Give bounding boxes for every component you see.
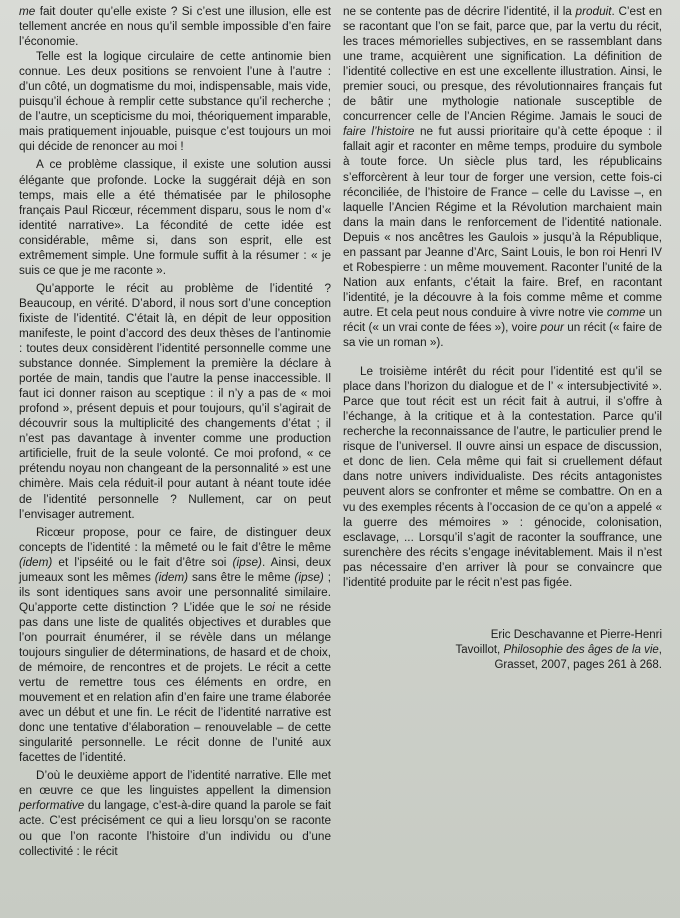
paragraph: D’où le deuxième apport de l’identité narrative. Elle met en œuvre ce que les linguistes appellent la dimension performative du langage, c’est-à-dire quand la parole se fait acte. C’est précisément ce qui a lieu lorsqu’on se raconte ou que l’on raconte l’histoire d’un individu ou d’une collectivité : le récit [19, 769, 331, 858]
paragraph: Qu’apporte le récit au problème de l’identité ? Beaucoup, en vérité. D’abord, il nous sort d’une conception fixiste de l’identité. C’était là, en dépit de leur opposition manifeste, le point d’accord des deux thèses de l’antinomie : toutes deux considèrent l’identité personnelle comme une substance donnée. Simplement la première la déclare à portée de main, tandis que l’autre la pense inaccessible. Il faut ici donner raison au sceptique : il n’y a pas de « moi profond », présent depuis et pour toujours, qu’il s’agirait de découvrir sous la multiplicité des changements d’état ; il n’est pas davantage à inventer comme une production artificielle, fruit de la seule volonté. Ce moi profond, « ce prétendu noyau non changeant de la personnalité » est une chimère. Mais cela réduit-il pour autant à néant toute idée de l’identité personnelle ? Nullement, car on peut l’envisager autrement. [19, 281, 331, 521]
credit-publisher: Grasset, 2007, pages 261 à 268. [494, 659, 662, 672]
paragraph: me fait douter qu’elle existe ? Si c’est une illusion, elle est tellement ancrée en nous qu’il semble impossible d’en faire l’économie. [19, 5, 331, 49]
credit-title: Tavoillot, Philosophie des âges de la vie, [455, 643, 662, 656]
credit-authors: Eric Deschavanne et Pierre-Henri [490, 628, 662, 641]
paragraph: Telle est la logique circulaire de cette antinomie bien connue. Les deux positions se renvoient l’une à l’autre : d’un côté, un dogmatisme du moi, indispensable, mais vide, puisqu’il échoue à remplir cette substance qu’il recherche ; de l’autre, un scepticisme du moi, théoriquement imparable, mais pratiquement injouable, puisque c’est toujours un moi qui décide de renoncer au moi ! [19, 50, 331, 154]
paragraph: ne se contente pas de décrire l’identité, il la produit. C’est en se racontant que l’on se fait, parce que, par la vertu du récit, les traces mémorielles subjectives, en se rassemblant dans une trame, acquièrent une signification. La définition de l’identité collective en est une excellente illustration. Ainsi, le premier souci, ou presque, des révolutionnaires français fut de bâtir une mythologie nationale susceptible de concurrencer celle de l’Ancien Régime. Jamais le souci de faire l’histoire ne fut aussi prioritaire qu’à cette époque : il fallait agir et raconter en même temps, produire du symbole à toute force. Un siècle plus tard, les républicains s’efforcèrent à leur tour de forger une version, cette fois-ci réconciliée, de l’histoire de France – celle du Lavisse –, en laquelle l’Ancien Régime et la Révolution marchaient main dans la main dans le renforcement de l’identité nationale. Depuis « nos ancêtres les Gaulois » jusqu’à la République, en passant par Jeanne d’Arc, Saint Louis, le bon roi Henri IV et Robespierre : un même mouvement. Raconter l’unité de la Nation aux enfants, c’était la faire. Bref, en racontant l’identité, je la découvre à la fois comme même et comme autre. Et cela peut nous conduire à vivre notre vie comme un récit (« un vrai conte de fées »), voire pour un récit (« faire de sa vie un roman »). [343, 5, 662, 350]
left-column [19, 4, 331, 859]
paragraph: Ricœur propose, pour ce faire, de distinguer deux concepts de l’identité : la mêmeté ou le fait d’être le même (idem) et l’ipséité ou le fait d’être soi (ipse). Ainsi, deux jumeaux sont les mêmes (idem) sans être le même (ipse) ; ils sont identiques sans avoir une personnalité similaire. Qu’apporte cette distinction ? L’idée que le soi ne réside pas dans une liste de qualités objectives et durables que l’on pourrait énumérer, il se révèle dans un mélange toujours singulier de déterminations, de hasard et de choix, de mémoire, de rencontres et de projets. Le récit a cette vertu de remettre tous ces éléments en ordre, en mouvement et en relation afin d’en faire une trame élaborée avec un début et une fin. Le récit de l’identité narrative est donc une tentative d’élaboration – renouvelable – de cette singularité personnelle. Le récit donne de l’unité aux facettes de l’identité. [19, 525, 332, 765]
paragraph: A ce problème classique, il existe une solution aussi élégante que profonde. Locke la suggérait déjà en son temps, mais elle a été thématisée par le philosophe français Paul Ricœur, récemment disparu, sous le nom d’« identité narrative». La fécondité de cette idée est considérable, même si, dans son esprit, elle est extrêmement simple. Une formule suffit à la résumer : « je suis ce que je me raconte ». [19, 158, 331, 277]
source-credit [343, 628, 662, 674]
right-column [343, 4, 662, 673]
paragraph: Le troisième intérêt du récit pour l’identité est qu’il se place dans l’horizon du dialogue et de l’ « intersubjectivité ». Parce que tout récit est un récit fait à autrui, il s’offre à l’échange, à la critique et à la contestation. Parce qu’il recherche la reconnaissance de l’autre, le particulier prend le risque de l’universel. Il ouvre ainsi un espace de discussion, et donc de lien. Cela même qui fait si cruellement défaut dans notre univers individualiste. Des récits antagonistes peuvent alors se confronter et même se combattre. On en a vu des exemples récents à l’occasion de ce qu’on a appelé « la guerre des mémoires » : génocide, colonisation, esclavage, ... Lorsqu’il s’agit de raconter la souffrance, une surenchère des récits s’engage inévitablement. Mais il n’est pas nécessaire d’en arriver là pour se convaincre que l’identité produite par le récit n’est pas figée. [343, 365, 662, 589]
